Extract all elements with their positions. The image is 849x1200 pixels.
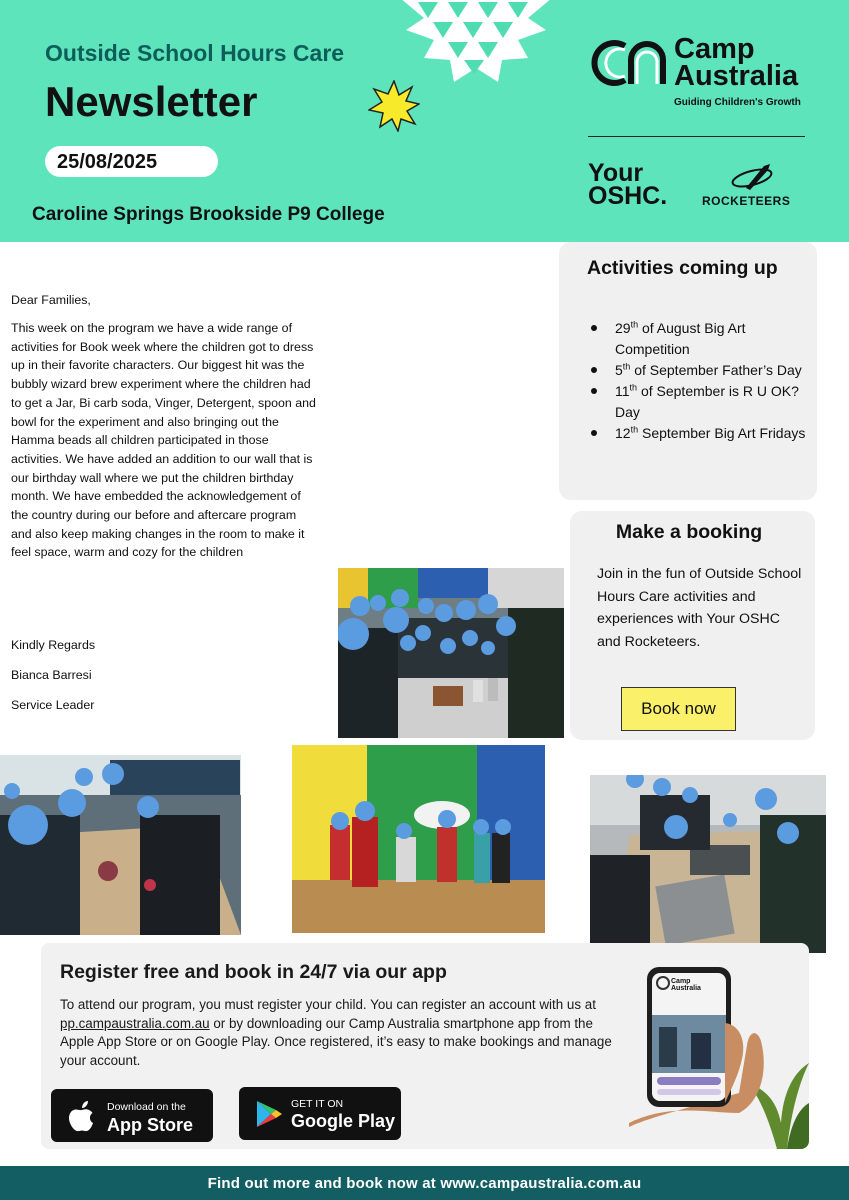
activity-day: 11 [615, 383, 630, 399]
activity-item [587, 423, 807, 444]
newsletter-subtitle: Outside School Hours Care [45, 40, 345, 66]
phone-app-brand [671, 978, 701, 992]
google-play-big-text: Google Play [291, 1111, 396, 1131]
register-title: Register free and book in 24/7 via our app [60, 961, 447, 983]
activity-text: of September Father’s Day [630, 362, 802, 378]
letter-line: Hamma beads all children participated in those [11, 433, 269, 448]
app-store-small-text: Download on the [107, 1101, 186, 1113]
photo-book-week-costumes [292, 745, 545, 933]
register-panel [41, 943, 809, 1149]
booking-description: Join in the fun of Outside School Hours Care activities and experiences with Your OSHC and Rocketeers. [597, 566, 802, 650]
booking-title: Make a booking [615, 521, 763, 543]
activity-day: 5 [615, 362, 623, 378]
activity-text: September Big Art Fridays [638, 425, 806, 441]
register-description [60, 996, 620, 1070]
activities-panel [559, 242, 817, 500]
activity-day: 12 [615, 425, 631, 441]
google-play-icon [255, 1099, 283, 1129]
your-oshc-line-2: OSHC. [588, 182, 668, 210]
letter-line: activities. We have added an addition to our wall that is [11, 451, 313, 466]
booking-panel [570, 511, 815, 740]
your-oshc-line-1: Your [588, 159, 644, 187]
letter-line: bowl for the experiment and also bringing out the [11, 414, 279, 429]
camp-australia-logo-icon [585, 36, 669, 90]
letter-line: our birthday wall where we put the children birthday [11, 470, 294, 485]
letter-line: to get a Jar, Bi carb soda, Vinger, Detergent, spoon and [11, 395, 316, 410]
letter-author-name: Bianca Barresi [11, 668, 92, 682]
triangle-badge-icon [398, 0, 554, 90]
activity-item [587, 360, 807, 381]
google-play-button[interactable] [239, 1087, 401, 1140]
letter-line: up in their favorite characters. Our biggest hit was the [11, 358, 305, 373]
your-oshc-logo [588, 159, 668, 210]
letter-line: feel space, warm and cozy for the children [11, 545, 244, 560]
letter-greeting: Dear Families, [11, 293, 91, 307]
rocketeers-logo: ROCKETEERS [702, 194, 791, 208]
newsletter-title: Newsletter [45, 78, 258, 125]
register-text-start: To attend our program, you must register your child. You can register an account with us at [60, 997, 596, 1012]
brand-line-2: Australia [674, 60, 799, 92]
register-portal-link[interactable]: pp.campaustralia.com.au [60, 1015, 210, 1031]
photo-wizard-experiment [338, 568, 564, 738]
letter-signoff: Kindly Regards [11, 638, 96, 652]
register-text-end: or by downloading our Camp Australia smartphone app from the Apple App Store or on Google Play. Once registered, it’s easy to make bookings and manage your account. [60, 1015, 612, 1068]
google-play-small-text: GET IT ON [291, 1098, 344, 1110]
footer-banner[interactable]: Find out more and book now at www.campaustralia.com.au [0, 1166, 849, 1200]
app-store-big-text: App Store [107, 1115, 194, 1135]
rocket-icon [730, 160, 778, 192]
activity-text: of August Big Art Competition [615, 320, 746, 357]
photo-hamma-beads [0, 755, 241, 935]
photo-art-table [590, 775, 826, 953]
header-banner [0, 0, 849, 242]
camp-australia-brand [674, 33, 799, 92]
activity-day-suffix: th [630, 319, 639, 330]
hand-holding-phone-icon [629, 963, 799, 1149]
letter-line: This week on the program we have a wide range of [11, 321, 293, 335]
letter-body [11, 319, 341, 562]
letter-line: bubbly wizard brew experiment where the children had [11, 377, 311, 392]
activity-text: of September is R U OK? Day [615, 383, 799, 420]
letter-author-role: Service Leader [11, 698, 95, 712]
activities-title: Activities coming up [587, 257, 778, 279]
apple-icon [67, 1099, 97, 1133]
school-name: Caroline Springs Brookside P9 College [32, 204, 385, 225]
activity-day: 29 [615, 320, 631, 336]
phone-brand-line-2: Australia [671, 985, 701, 992]
brand-line-1: Camp [674, 33, 755, 65]
sun-star-icon [368, 80, 420, 132]
activity-day-suffix: th [629, 382, 638, 393]
app-store-button[interactable] [51, 1089, 213, 1142]
brand-tagline: Guiding Children's Growth [674, 97, 801, 108]
header-divider [588, 136, 805, 137]
letter-line: and also keep making changes in the room to make it [11, 526, 305, 541]
activity-day-suffix: th [622, 361, 631, 372]
letter-line: activities for Book week where the children got to dress [11, 339, 314, 354]
activity-item [587, 381, 807, 423]
activity-day-suffix: th [630, 424, 639, 435]
letter-line: month. We have embedded the acknowledgement of [11, 489, 301, 504]
phone-brand-line-1: Camp [671, 978, 691, 985]
activity-item [587, 318, 807, 360]
newsletter-date: 25/08/2025 [45, 146, 218, 177]
letter-line: the country during our before and aftercare program [11, 508, 297, 523]
activities-list [587, 318, 807, 444]
book-now-button[interactable]: Book now [621, 687, 736, 731]
